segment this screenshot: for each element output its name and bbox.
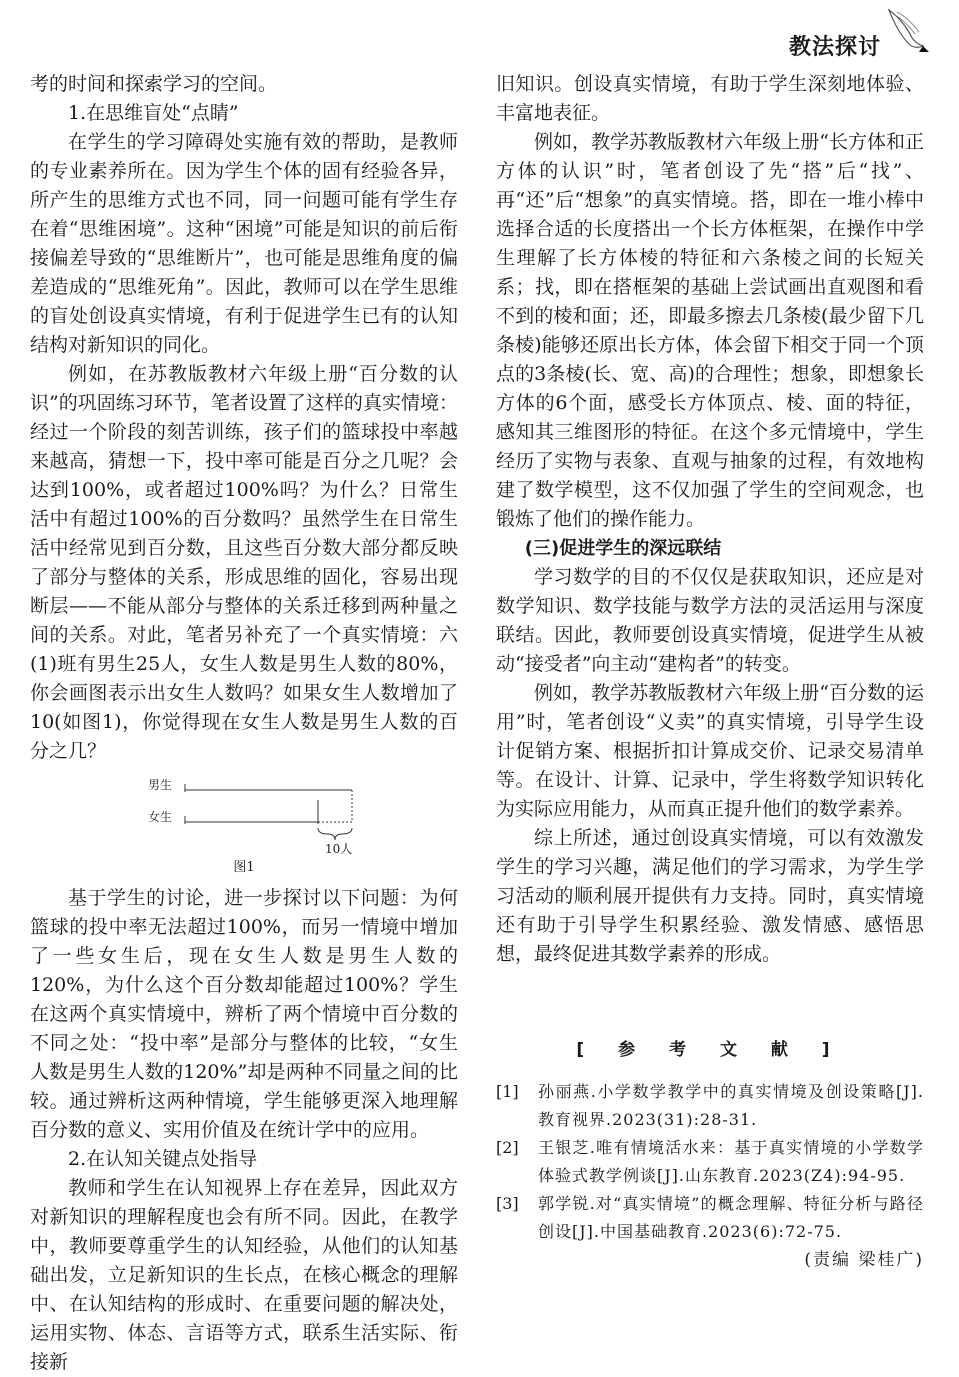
brace-label: 10人 (325, 842, 353, 856)
bird-logo-icon (883, 6, 931, 56)
reference-number: [1] (496, 1082, 519, 1101)
paragraph: 综上所述，通过创设真实情境，可以有效激发学生的学习兴趣，满足他们的学习需求，为学生学习活动的顺利展开提供有力支持。同时，真实情境还有助于引导学生积累经验、激发情感、感悟思想，最终促进其数学素养的形成。 (496, 827, 924, 965)
paragraph: 考的时间和探索学习的空间。 (30, 73, 278, 95)
section-heading: (三)促进学生的深远联结 (524, 538, 722, 559)
figure-caption: 图1 (233, 860, 255, 875)
reference-item (496, 1190, 924, 1246)
editor-credit: (责编 梁桂广) (804, 1250, 924, 1270)
reference-text: 郭学锐.对“真实情境”的概念理解、特征分析与路径创设[J].中国基础教育.2023(6):72-75. (538, 1194, 924, 1241)
paragraph: 例如，教学苏教版教材六年级上册“百分数的运用”时，笔者创设“义卖”的真实情境，引导学生设计促销方案、根据折扣计算成交价、记录交易清单等。在设计、计算、记录中，学生将数学知识转化为实际应用能力，从而真正提升他们的数学素养。 (496, 682, 924, 820)
paragraph: 基于学生的讨论，进一步探讨以下问题：为何篮球的投中率无法超过100%，而另一情境中增加了一些女生后，现在女生人数是男生人数的120%，为什么这个百分数却能超过100%？学生在这两个真实情境中，辨析了两个情境中百分数的不同之处：“投中率”是部分与整体的比较，“女生人数是男生人数的120%”却是两种不同量之间的比较。通过辨析这两种情境，学生能够更深入地理解百分数的意义、实用价值及在统计学中的应用。 (30, 887, 458, 1141)
paragraph: 例如，在苏教版教材六年级上册“百分数的认识”的巩固练习环节，笔者设置了这样的真实情境：经过一个阶段的刻苦训练，孩子们的篮球投中率越来越高，猜想一下，投中率可能是百分之几呢？会达到100%，或者超过100%吗？为什么？日常生活中有超过100%的百分数吗？虽然学生在日常生活中经常见到百分数，且这些百分数大部分都反映了部分与整体的关系，形成思维的固化，容易出现断层——不能从部分与整体的关系迁移到两种量之间的关系。对此，笔者另补充了一个真实情境：六(1)班有男生25人，女生人数是男生人数的80%，你会画图表示出女生人数吗？如果女生人数增加了10(如图1)，你觉得现在女生人数是男生人数的百分之几？ (30, 363, 458, 762)
reference-text: 王银芝.唯有情境活水来：基于真实情境的小学数学体验式教学例谈[J].山东教育.2023(Z4):94-95. (538, 1138, 924, 1185)
paragraph: 在学生的学习障碍处实施有效的帮助，是教师的专业素养所在。因为学生个体的固有经验各异，所产生的思维方式也不同，同一问题可能有学生存在着“思维困境”。这种“困境”可能是知识的前后衔接偏差导致的“思维断片”，也可能是思维角度的偏差造成的“思维死角”。因此，教师可以在学生思维的盲处创设真实情境，有利于促进学生已有的认知结构对新知识的同化。 (30, 131, 458, 356)
references-title: [ 参 考 文 献 ] (576, 1040, 844, 1060)
right-column (496, 70, 924, 1274)
reference-text: 孙丽燕.小学数学教学中的真实情境及创设策略[J].教育视界.2023(31):28-31. (538, 1082, 924, 1129)
references-list (496, 1078, 924, 1246)
section-title: 教法探讨 (788, 35, 881, 60)
subheading: 1.在思维盲处“点睛” (68, 102, 239, 124)
reference-number: [2] (496, 1138, 519, 1157)
reference-item (496, 1134, 924, 1190)
boys-label: 男生 (148, 778, 173, 792)
girls-label: 女生 (148, 810, 173, 824)
left-column (30, 70, 458, 1377)
paragraph: 教师和学生在认知视界上存在差异，因此双方对新知识的理解程度也会有所不同。因此，在教学中，教师要尊重学生的认知经验，从他们的认知基础出发，立足新知识的生长点，在核心概念的理解中、在认知结构的形成时、在重要问题的解决处，运用实物、体态、言语等方式，联系生活实际、衔接新 (30, 1177, 458, 1373)
page-header (0, 0, 959, 70)
figure-1 (30, 770, 458, 882)
bar-diagram (30, 770, 458, 856)
paragraph: 旧知识。创设真实情境，有助于学生深刻地体验、丰富地表征。 (496, 73, 924, 124)
reference-number: [3] (496, 1194, 519, 1213)
reference-item (496, 1078, 924, 1134)
subheading: 2.在认知关键点处指导 (68, 1148, 258, 1170)
paragraph: 例如，教学苏教版教材六年级上册“长方体和正方体的认识”时，笔者创设了先“搭”后“找”、再“还”后“想象”的真实情境。搭，即在一堆小棒中选择合适的长度搭出一个长方体框架，在操作中学生理解了长方体棱的特征和六条棱之间的长短关系；找，即在搭框架的基础上尝试画出直观图和看不到的棱和面；还，即最多擦去几条棱(最少留下几条棱)能够还原出长方体，体会留下相交于同一个顶点的3条棱(长、宽、高)的合理性；想象，即想象长方体的6个面，感受长方体顶点、棱、面的特征，感知其三维图形的特征。在这个多元情境中，学生经历了实物与表象、直观与抽象的过程，有效地构建了数学模型，这不仅加强了学生的空间观念，也锻炼了他们的操作能力。 (496, 131, 924, 530)
paragraph: 学习数学的目的不仅仅是获取知识，还应是对数学知识、数学技能与数学方法的灵活运用与深度联结。因此，教师要创设真实情境，促进学生从被动“接受者”向主动“建构者”的转变。 (496, 566, 924, 675)
